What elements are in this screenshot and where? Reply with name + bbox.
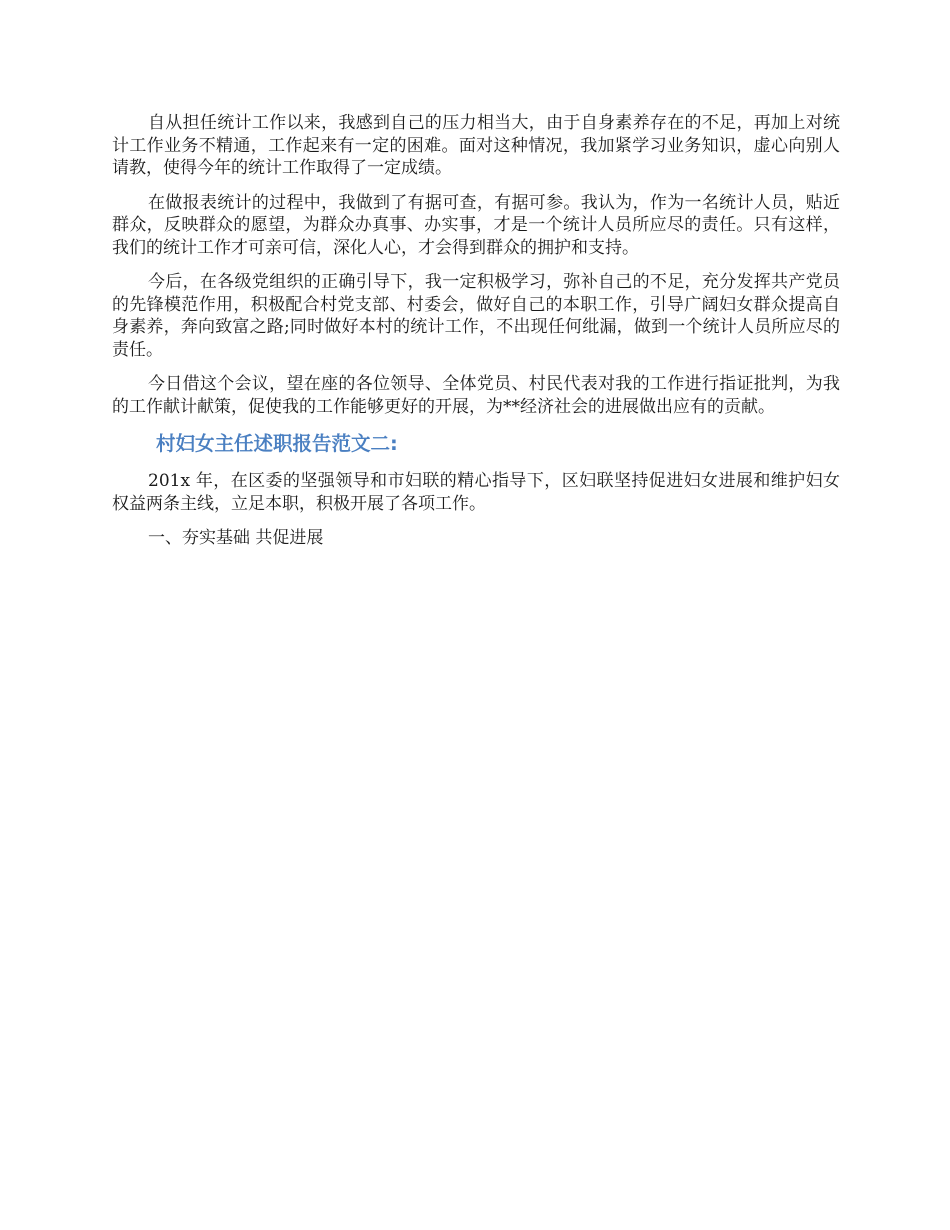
paragraph: 今日借这个会议，望在座的各位领导、全体党员、村民代表对我的工作进行指证批判，为我的工作献计献策，促使我的工作能够更好的开展，为**经济社会的进展做出应有的贡献。 (112, 374, 840, 417)
paragraph: 在做报表统计的过程中，我做到了有据可查，有据可参。我认为，作为一名统计人员，贴近群众，反映群众的愿望，为群众办真事、办实事，才是一个统计人员所应尽的责任。只有这样，我们的统计工作才可亲可信，深化人心，才会得到群众的拥护和支持。 (112, 192, 840, 258)
document-body (112, 112, 840, 562)
section-heading: 村妇女主任述职报告范文二: (156, 432, 398, 455)
paragraph: 今后，在各级党组织的正确引导下，我一定积极学习，弥补自己的不足，充分发挥共产党员的先锋模范作用，积极配合村党支部、村委会，做好自己的本职工作，引导广阔妇女群众提高自身素养，奔向致富之路;同时做好本村的统计工作，不出现任何纰漏，做到一个统计人员所应尽的责任。 (112, 272, 840, 360)
section-subheading: 一、夯实基础 共促进展 (148, 528, 324, 548)
paragraph: 201x 年，在区委的坚强领导和市妇联的精心指导下，区妇联坚持促进妇女进展和维护妇女权益两条主线，立足本职，积极开展了各项工作。 (112, 471, 840, 514)
paragraph: 自从担任统计工作以来，我感到自己的压力相当大，由于自身素养存在的不足，再加上对统计工作业务不精通，工作起来有一定的困难。面对这种情况，我加紧学习业务知识，虚心向别人请教，使得今年的统计工作取得了一定成绩。 (112, 113, 840, 178)
